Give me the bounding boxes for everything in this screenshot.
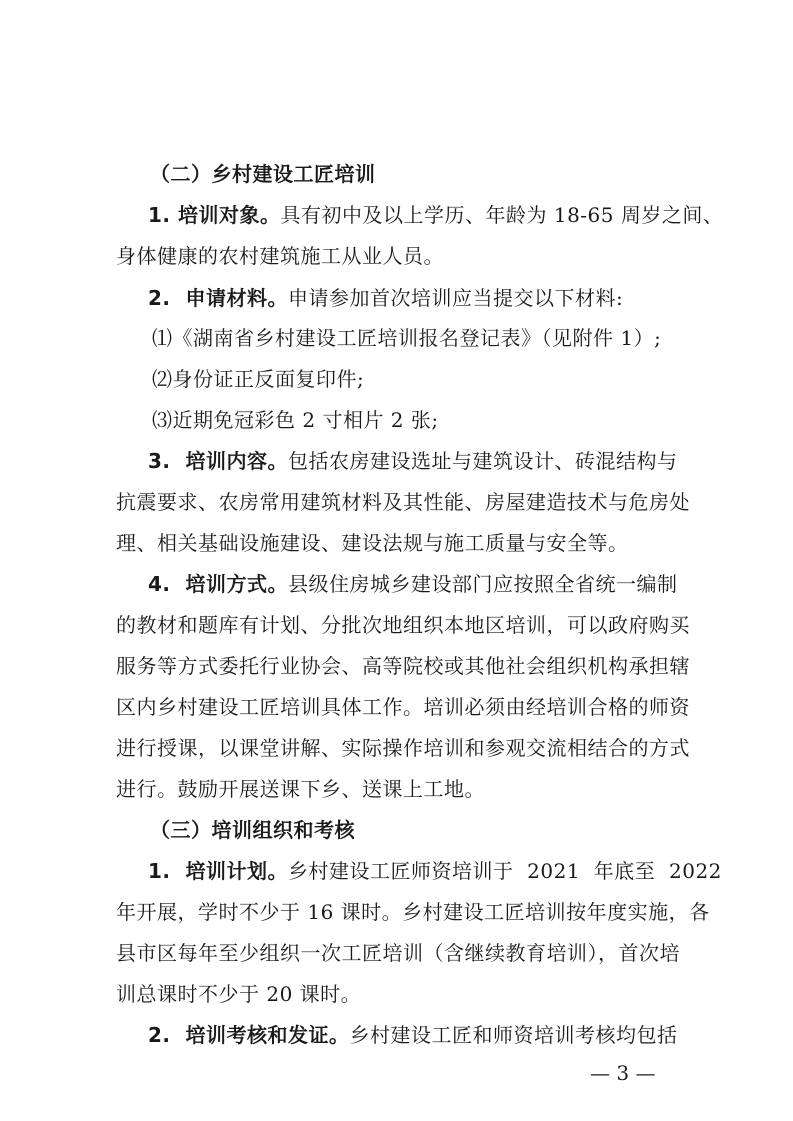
item-title: 1. 培训对象。 <box>148 203 281 227</box>
item-title: 3. 培训内容。 <box>148 449 288 473</box>
paragraph-text: 身体健康的农村建筑施工从业人员。 <box>116 244 444 268</box>
list-item-text: ⑵身份证正反面复印件; <box>152 367 365 391</box>
paragraph-text: 进行授课，以课堂讲解、实际操作培训和参观交流相结合的方式 <box>116 736 690 760</box>
paragraph-text: 理、相关基础设施建设、建设法规与施工质量与安全等。 <box>116 531 629 555</box>
paragraph-training-method-line-2 <box>0 605 793 645</box>
paragraph-text: 县市区每年至少组织一次工匠培训（含继续教育培训），首次培 <box>116 941 680 965</box>
paragraph-training-method-line-3 <box>0 646 793 686</box>
list-item-registration-form <box>0 318 793 358</box>
item-title: 1. 培训计划。 <box>148 859 288 883</box>
section-heading-text: （二）乡村建设工匠培训 <box>150 162 376 186</box>
paragraph-text: 申请参加首次培训应当提交以下材料: <box>287 286 624 310</box>
paragraph-training-method-line-4 <box>0 687 793 727</box>
paragraph-text: 乡村建设工匠师资培训于 2021 年底至 2022 <box>287 859 722 883</box>
section-heading-text: （三）培训组织和考核 <box>150 818 355 842</box>
item-title: 2. 申请材料。 <box>148 286 288 310</box>
list-item-photos <box>0 400 793 440</box>
list-item-text: ⑴《湖南省乡村建设工匠培训报名登记表》（见附件 1）; <box>152 326 662 350</box>
paragraph-text: 进行。鼓励开展送课下乡、送课上工地。 <box>116 777 485 801</box>
paragraph-training-method-line-5 <box>0 728 793 768</box>
paragraph-text: 抗震要求、农房常用建筑材料及其性能、房屋建造技术与危房处 <box>116 490 690 514</box>
section-heading-organization-assessment <box>0 810 793 850</box>
paragraph-text: 乡村建设工匠和师资培训考核均包括 <box>349 1023 678 1047</box>
paragraph-text: 县级住房城乡建设部门应按照全省统一编制 <box>287 572 678 596</box>
paragraph-training-target-line-1 <box>0 195 793 235</box>
paragraph-training-target-line-2 <box>0 236 793 276</box>
paragraph-training-method-line-6 <box>0 769 793 809</box>
paragraph-training-method-line-1 <box>0 564 793 604</box>
section-heading-rural-craftsman-training <box>0 154 793 194</box>
paragraph-training-content-line-1 <box>0 441 793 481</box>
paragraph-application-materials <box>0 278 793 318</box>
paragraph-training-plan-line-2 <box>0 892 793 932</box>
paragraph-training-content-line-2 <box>0 482 793 522</box>
paragraph-training-plan-line-3 <box>0 933 793 973</box>
paragraph-text: 训总课时不少于 20 课时。 <box>116 982 362 1006</box>
paragraph-training-content-line-3 <box>0 523 793 563</box>
paragraph-training-plan-line-1 <box>0 851 793 891</box>
paragraph-text: 区内乡村建设工匠培训具体工作。培训必须由经培训合格的师资 <box>116 695 690 719</box>
paragraph-text: 包括农房建设选址与建筑设计、砖混结构与 <box>287 449 678 473</box>
paragraph-training-plan-line-4 <box>0 974 793 1014</box>
item-title: 2. 培训考核和发证。 <box>148 1023 350 1047</box>
list-item-text: ⑶近期免冠彩色 2 寸相片 2 张; <box>152 408 439 432</box>
paragraph-text: 具有初中及以上学历、年龄为 18-65 周岁之间、 <box>280 203 724 227</box>
paragraph-assessment-certification <box>0 1015 793 1055</box>
paragraph-text: 年开展，学时不少于 16 课时。乡村建设工匠培训按年度实施，各 <box>116 900 710 924</box>
paragraph-text: 的教材和题库有计划、分批次地组织本地区培训，可以政府购买 <box>116 613 690 637</box>
item-title: 4. 培训方式。 <box>148 572 288 596</box>
list-item-id-card-copy <box>0 359 793 399</box>
page-number: — 3 — <box>590 1061 656 1085</box>
paragraph-text: 服务等方式委托行业协会、高等院校或其他社会组织机构承担辖 <box>116 654 690 678</box>
